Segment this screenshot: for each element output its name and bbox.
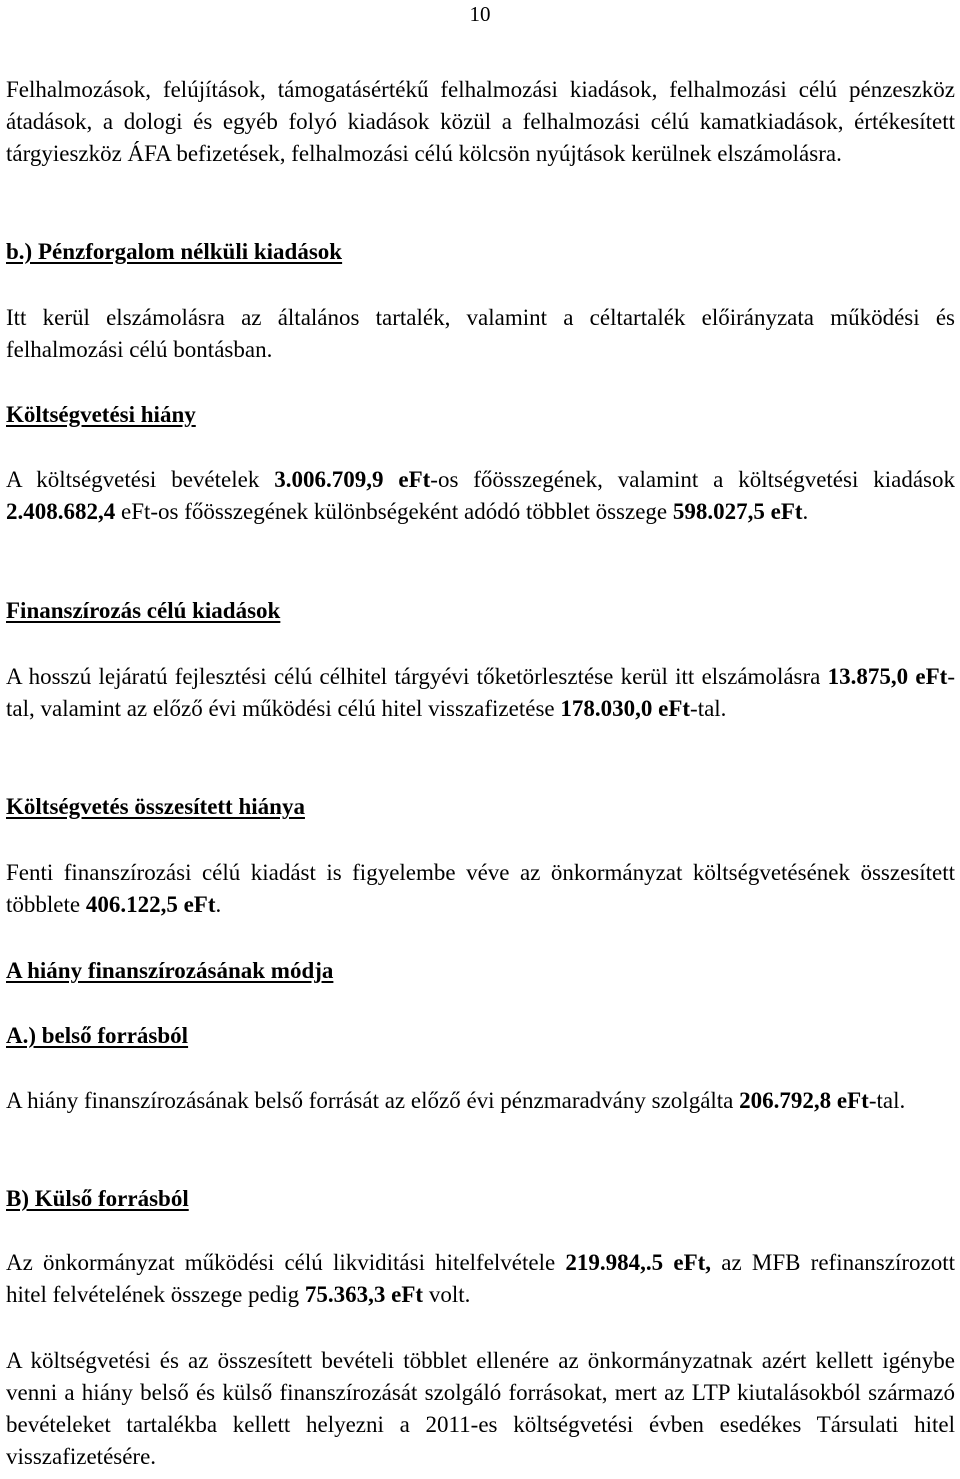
- heading-text: A.) belső forrásból: [6, 1023, 189, 1048]
- paragraph-osszesitett-hiany: [6, 857, 955, 921]
- heading-finanszirozas-celu: [6, 595, 955, 627]
- value-likviditasi-hitel: 219.984,.5 eFt,: [565, 1250, 712, 1275]
- value-toketorlesztes: 13.875,0 eFt: [827, 664, 948, 689]
- heading-hiany-finanszirozasa: [6, 955, 955, 987]
- text-run: .: [802, 499, 809, 524]
- value-bevetelek: 3.006.709,9 eFt: [274, 467, 431, 492]
- heading-text: Finanszírozás célú kiadások: [6, 598, 281, 623]
- page-number: 10: [469, 2, 491, 26]
- value-tobblet: 598.027,5 eFt: [672, 499, 803, 524]
- heading-text: Költségvetési hiány: [6, 402, 196, 427]
- heading-text: B) Külső forrásból: [6, 1186, 189, 1211]
- paragraph-felhalmozas: Felhalmozások, felújítások, támogatásértékű felhalmozási kiadások, felhalmozási célú pénzeszköz átadások, a dologi és egyéb folyó kiadások közül a felhalmozási célú kamatkiadások, értékesített tárgyieszköz ÁFA befizetések, felhalmozási célú kölcsön nyújtások kerülnek elszámolásra.: [6, 77, 955, 166]
- value-kiadasok: 2.408.682,4: [6, 499, 116, 524]
- text-run: eFt-os főösszegének különbségeként adódó többlet összege: [115, 499, 673, 524]
- heading-penzforgalom-nelkuli: [6, 236, 955, 268]
- value-visszafizetes: 178.030,0 eFt: [560, 696, 691, 721]
- text-run: .: [215, 892, 222, 917]
- heading-osszesitett-hiany: [6, 791, 955, 823]
- heading-text: b.) Pénzforgalom nélküli kiadások: [6, 239, 343, 264]
- paragraph-zaro: A költségvetési és az összesített bevételi többlet ellenére az önkormányzatnak azért kellett igénybe venni a hiány belső és külső finanszírozását szolgáló forrásokat, mert az LTP kiutalásokból származó bevételeket tartalékba kellett helyezni a 2011-es költségvetési évben esedékes Társulati hitel visszafizetésére.: [6, 1348, 955, 1469]
- text-run: Fenti finanszírozási célú kiadást is figyelembe véve az önkormányzat költségvetésének összesített többlete: [6, 860, 955, 917]
- heading-kulso-forras: [6, 1183, 955, 1215]
- text-run: az MFB refinanszírozott hitel felvételének összege pedig: [6, 1250, 955, 1307]
- text-run: A költségvetési bevételek: [6, 467, 275, 492]
- text-run: A hiány finanszírozásának belső forrását az előző évi pénzmaradvány szolgálta: [6, 1088, 740, 1113]
- paragraph-koltsegvetesi-hiany: [6, 464, 955, 528]
- value-osszesitett-tobblet: 406.122,5 eFt: [85, 892, 216, 917]
- paragraph-finanszirozas-celu: [6, 661, 955, 725]
- heading-belso-forras: [6, 1020, 955, 1052]
- text-run: Az önkormányzat működési célú likviditási hitelfelvétele: [6, 1250, 566, 1275]
- value-mfb-hitel: 75.363,3 eFt: [304, 1282, 424, 1307]
- text-run: -os főösszegének, valamint a költségvetési kiadások: [430, 467, 956, 492]
- heading-text: Költségvetés összesített hiánya: [6, 794, 305, 819]
- text-run: -tal.: [868, 1088, 906, 1113]
- value-penzmaradvany: 206.792,8 eFt: [739, 1088, 869, 1113]
- text-run: -tal.: [690, 696, 727, 721]
- heading-koltsegvetesi-hiany: [6, 399, 955, 431]
- heading-text: A hiány finanszírozásának módja: [6, 958, 334, 983]
- paragraph-belso-forras: [6, 1085, 955, 1117]
- text-run: volt.: [423, 1282, 471, 1307]
- paragraph-kulso-forras: [6, 1247, 955, 1311]
- text-run: A hosszú lejáratú fejlesztési célú célhitel tárgyévi tőketörlesztése kerül itt elszámolásra: [6, 664, 828, 689]
- paragraph-penzforgalom-nelkuli: Itt kerül elszámolásra az általános tartalék, valamint a céltartalék előirányzata működési és felhalmozási célú bontásban.: [6, 305, 955, 362]
- text-run: -tal, valamint az előző évi működési célú hitel visszafizetése: [6, 664, 955, 721]
